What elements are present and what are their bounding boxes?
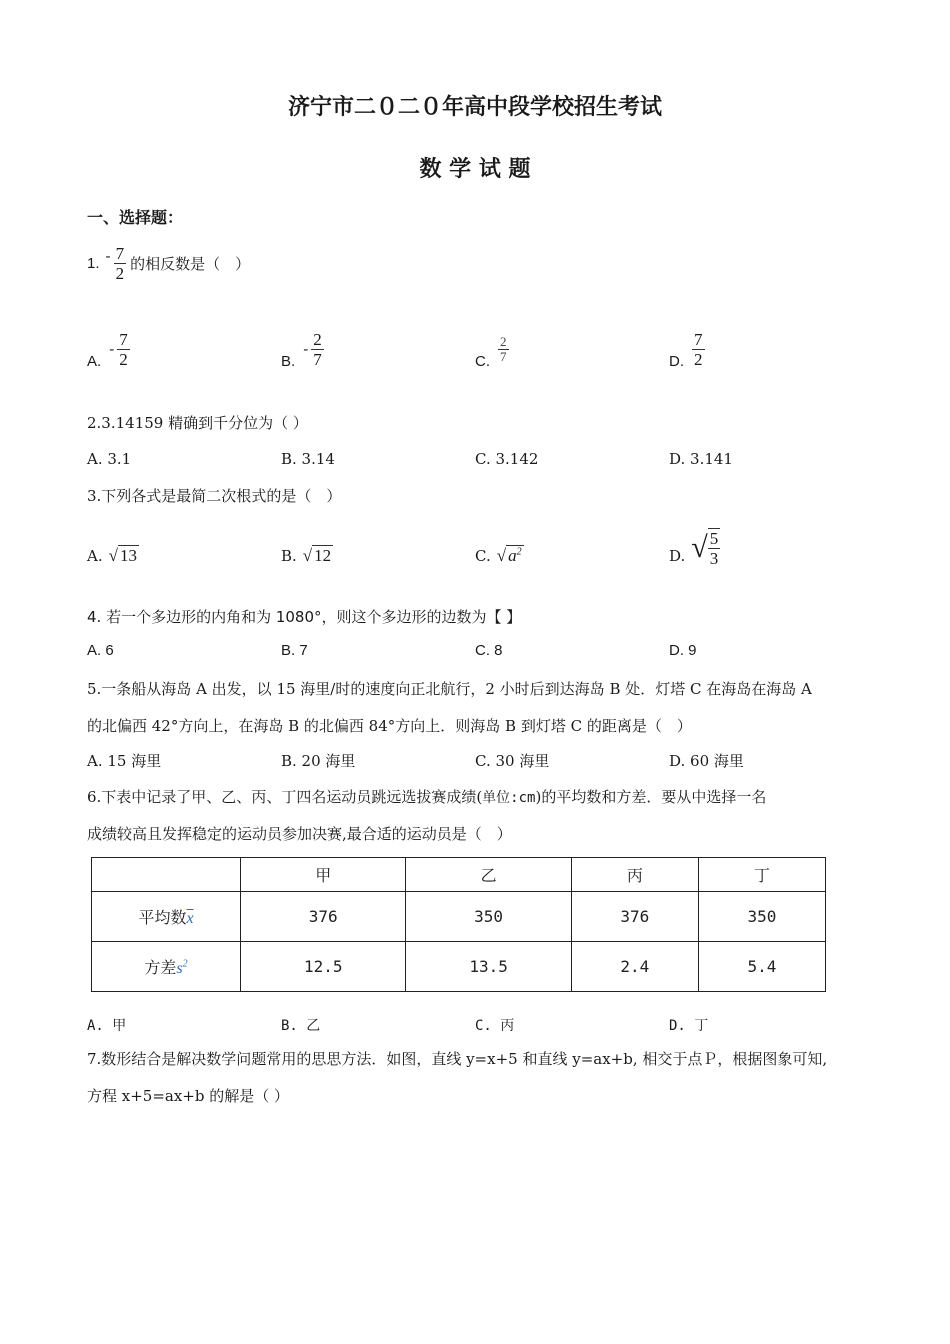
table-header-cell: 丙 bbox=[571, 858, 698, 892]
option-c[interactable]: C. 丙 bbox=[475, 1018, 515, 1034]
table-row bbox=[92, 942, 826, 992]
stats-table bbox=[91, 857, 826, 992]
option-d[interactable] bbox=[669, 326, 705, 372]
option-label: A. bbox=[87, 547, 103, 565]
variable-x-bar: $\overline{x}$ bbox=[186, 910, 194, 927]
square-root: √ 13 bbox=[108, 546, 137, 565]
square-root: √ $a^2$ bbox=[496, 546, 522, 565]
table-header-cell: 丁 bbox=[698, 858, 825, 892]
square-root: √ bbox=[691, 531, 708, 564]
question-2: 2.3.14159 精确到千分位为（ ） bbox=[87, 414, 308, 432]
fraction bbox=[114, 244, 127, 283]
square-root: √ 12 bbox=[302, 546, 332, 565]
option-d[interactable]: D. 丁 bbox=[669, 1018, 709, 1034]
fraction bbox=[708, 528, 721, 568]
option-label: B. bbox=[281, 352, 296, 370]
exponent: 2 bbox=[182, 958, 188, 970]
section-heading: 一、选择题： bbox=[87, 208, 184, 227]
option-b[interactable]: B. 乙 bbox=[281, 1018, 321, 1034]
option-c[interactable] bbox=[475, 546, 524, 566]
radicand: 13 bbox=[119, 546, 137, 565]
table-cell: 376 bbox=[241, 892, 406, 942]
question-3: 3.下列各式是最简二次根式的是（ ） bbox=[87, 487, 342, 505]
question-text: 的相反数是（ ） bbox=[130, 254, 251, 273]
question-7-line1: 7.数形结合是解决数学问题常用的思思方法．如图，直线 y=x+5 和直线 y=ax+b, 相交于点Ｐ，根据图象可知, bbox=[87, 1050, 828, 1068]
fraction bbox=[117, 330, 130, 369]
page-subtitle: 数 学 试 题 bbox=[419, 157, 531, 182]
table-cell: 13.5 bbox=[406, 942, 571, 992]
option-a[interactable]: A. 15 海里 bbox=[87, 752, 162, 770]
table-cell: 2.4 bbox=[571, 942, 698, 992]
option-a[interactable] bbox=[87, 326, 130, 372]
table-header-cell bbox=[92, 858, 241, 892]
table-header-cell: 甲 bbox=[241, 858, 406, 892]
table-cell: 12.5 bbox=[241, 942, 406, 992]
table-header-row bbox=[92, 858, 826, 892]
fraction-numerator: 2 bbox=[500, 333, 507, 349]
option-b[interactable]: B. 3.14 bbox=[281, 450, 335, 468]
table-cell: 5.4 bbox=[698, 942, 825, 992]
option-d[interactable]: D. 60 海里 bbox=[669, 752, 744, 770]
option-b[interactable]: B. 20 海里 bbox=[281, 752, 356, 770]
option-label: D. bbox=[669, 352, 684, 370]
option-a[interactable]: A. 6 bbox=[87, 642, 114, 659]
option-d[interactable] bbox=[669, 520, 720, 576]
radicand: 12 bbox=[314, 546, 332, 565]
fraction-denominator: 2 bbox=[119, 349, 128, 369]
table-cell: 350 bbox=[698, 892, 825, 942]
option-c[interactable] bbox=[475, 326, 509, 372]
option-c[interactable]: C. 3.142 bbox=[475, 450, 539, 468]
exponent: 2 bbox=[516, 546, 522, 558]
question-7-line2: 方程 x+5=ax+b 的解是（ ） bbox=[87, 1087, 290, 1105]
question-5-line2: 的北偏西 42°方向上，在海岛 B 的北偏西 84°方向上．则海岛 B 到灯塔 C 的距离是（ ） bbox=[87, 717, 692, 735]
fraction-denominator: 2 bbox=[694, 349, 703, 369]
option-a[interactable] bbox=[87, 546, 139, 566]
option-d[interactable]: D. 9 bbox=[669, 642, 697, 659]
table-cell: 376 bbox=[571, 892, 698, 942]
variable-s: s bbox=[176, 960, 183, 977]
option-d[interactable]: D. 3.141 bbox=[669, 450, 733, 468]
fraction-numerator: 7 bbox=[119, 329, 128, 349]
fraction bbox=[311, 330, 324, 369]
question-text: )的平均数和方差．要从中选择一名 bbox=[535, 788, 767, 806]
row-label bbox=[92, 942, 241, 992]
option-b[interactable] bbox=[281, 546, 333, 566]
option-b[interactable]: B. 7 bbox=[281, 642, 308, 659]
question-number: 1. bbox=[87, 254, 100, 272]
row-label bbox=[92, 892, 241, 942]
question-6-line2: 成绩较高且发挥稳定的运动员参加决赛,最合适的运动员是（ ） bbox=[87, 825, 512, 843]
row-label-text: 方差 bbox=[144, 958, 177, 977]
question-text: 6.下表中记录了甲、乙、丙、丁四名运动员跳远选拔赛成绩( bbox=[87, 788, 483, 806]
question-1 bbox=[87, 240, 250, 286]
table-row bbox=[92, 892, 826, 942]
minus-sign: - bbox=[105, 247, 111, 265]
radicand: a bbox=[508, 546, 517, 565]
option-label: D. bbox=[669, 547, 686, 565]
page-title: 济宁市二０二０年高中段学校招生考试 bbox=[287, 95, 662, 120]
fraction bbox=[692, 330, 705, 369]
unit-text: 单位:cm bbox=[482, 790, 536, 806]
fraction-denominator: 2 bbox=[115, 263, 125, 283]
fraction-denominator: 3 bbox=[709, 549, 719, 568]
fraction-numerator: 7 bbox=[694, 329, 703, 349]
option-a[interactable]: A. 甲 bbox=[87, 1018, 127, 1034]
minus-sign: - bbox=[303, 340, 309, 358]
question-4: 4. 若一个多边形的内角和为 1080°，则这个多边形的边数为【 】 bbox=[87, 608, 522, 626]
fraction bbox=[498, 335, 509, 364]
minus-sign: - bbox=[109, 340, 115, 358]
fraction-numerator: 5 bbox=[709, 529, 719, 548]
question-5-line1: 5.一条船从海岛 A 出发，以 15 海里/时的速度向正北航行，2 小时后到达海岛 B 处．灯塔 C 在海岛在海岛 A bbox=[87, 680, 812, 698]
table-cell: 350 bbox=[406, 892, 571, 942]
option-label: A. bbox=[87, 352, 102, 370]
option-c[interactable]: C. 30 海里 bbox=[475, 752, 550, 770]
option-a[interactable]: A. 3.1 bbox=[87, 450, 132, 468]
fraction-numerator: 7 bbox=[115, 243, 125, 263]
fraction-numerator: 2 bbox=[313, 329, 322, 349]
option-b[interactable] bbox=[281, 326, 324, 372]
table-header-cell: 乙 bbox=[406, 858, 571, 892]
option-label: C. bbox=[475, 352, 490, 370]
option-label: C. bbox=[475, 547, 491, 565]
question-6-line1 bbox=[87, 786, 766, 807]
row-label-text: 平均数 bbox=[138, 908, 187, 927]
fraction-denominator: 7 bbox=[313, 349, 322, 369]
option-c[interactable]: C. 8 bbox=[475, 642, 503, 659]
option-label: B. bbox=[281, 547, 297, 565]
fraction-denominator: 7 bbox=[500, 348, 507, 364]
